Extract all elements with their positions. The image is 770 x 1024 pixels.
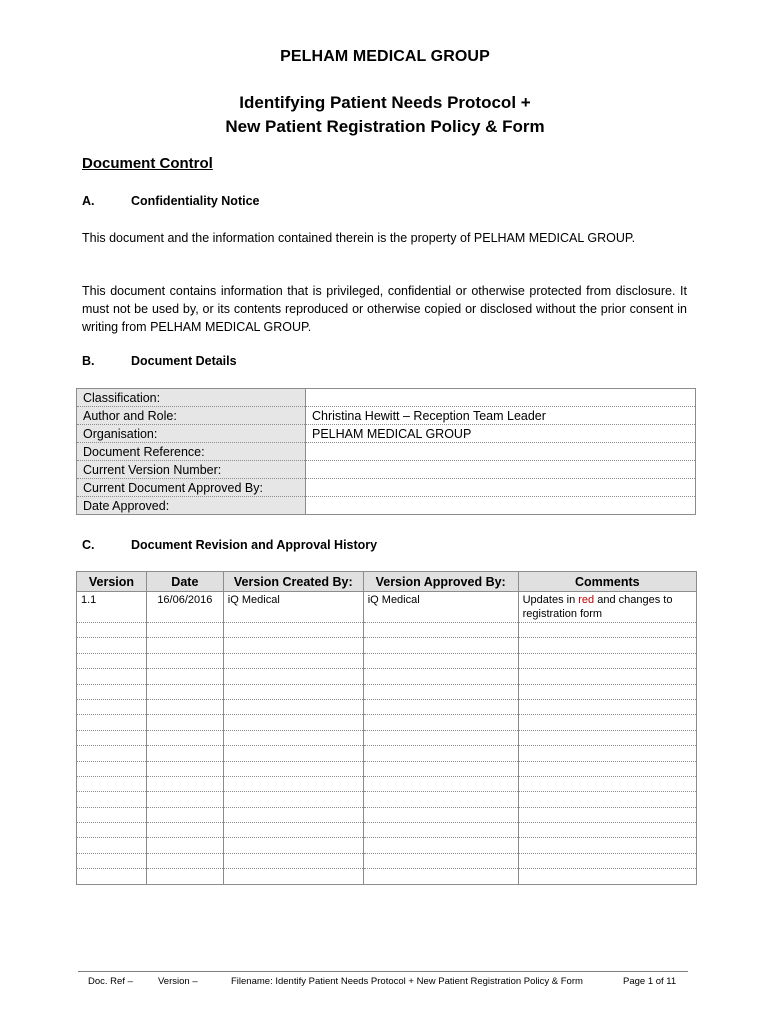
footer-doc-ref: Doc. Ref – <box>88 976 133 987</box>
empty-cell[interactable] <box>518 761 696 776</box>
detail-label: Document Reference: <box>77 443 306 461</box>
table-row <box>77 653 697 668</box>
empty-cell[interactable] <box>146 823 223 838</box>
footer-filename: Filename: Identify Patient Needs Protocol + New Patient Registration Policy & Form <box>231 976 583 987</box>
detail-label: Date Approved: <box>77 497 306 515</box>
section-c-title: Document Revision and Approval History <box>131 538 378 552</box>
comment-text-pre: Updates in <box>522 594 579 606</box>
empty-cell[interactable] <box>146 761 223 776</box>
section-b-heading <box>82 354 237 368</box>
empty-cell[interactable] <box>518 792 696 807</box>
table-row <box>77 479 696 497</box>
empty-cell[interactable] <box>518 669 696 684</box>
detail-value[interactable]: Christina Hewitt – Reception Team Leader <box>306 407 696 425</box>
table-row <box>77 730 697 745</box>
empty-cell[interactable] <box>77 823 147 838</box>
empty-cell[interactable] <box>518 623 696 638</box>
empty-cell[interactable] <box>77 776 147 791</box>
empty-cell[interactable] <box>223 715 363 730</box>
empty-cell[interactable] <box>518 699 696 714</box>
empty-cell[interactable] <box>146 715 223 730</box>
empty-cell[interactable] <box>146 684 223 699</box>
col-header-comments: Comments <box>518 572 696 592</box>
empty-cell[interactable] <box>223 638 363 653</box>
title-line-1: Identifying Patient Needs Protocol + <box>239 93 531 112</box>
footer-divider <box>78 971 688 972</box>
section-a-title: Confidentiality Notice <box>131 194 260 208</box>
empty-cell[interactable] <box>363 776 518 791</box>
cell-date: 16/06/2016 <box>146 592 223 623</box>
table-row <box>77 699 697 714</box>
empty-cell[interactable] <box>363 746 518 761</box>
empty-cell[interactable] <box>363 761 518 776</box>
table-row <box>77 497 696 515</box>
empty-cell[interactable] <box>77 715 147 730</box>
empty-cell[interactable] <box>363 699 518 714</box>
empty-cell[interactable] <box>363 838 518 853</box>
empty-cell[interactable] <box>146 807 223 822</box>
empty-cell[interactable] <box>77 623 147 638</box>
cell-created-by: iQ Medical <box>223 592 363 623</box>
empty-cell[interactable] <box>77 669 147 684</box>
table-row <box>77 623 697 638</box>
detail-label: Author and Role: <box>77 407 306 425</box>
empty-cell[interactable] <box>223 623 363 638</box>
empty-cell[interactable] <box>518 823 696 838</box>
empty-cell[interactable] <box>518 853 696 868</box>
table-row <box>77 425 696 443</box>
table-row <box>77 869 697 884</box>
empty-cell[interactable] <box>223 653 363 668</box>
empty-cell[interactable] <box>146 653 223 668</box>
empty-cell[interactable] <box>146 730 223 745</box>
empty-cell[interactable] <box>146 838 223 853</box>
revision-history-table <box>76 571 697 885</box>
cell-version: 1.1 <box>77 592 147 623</box>
empty-cell[interactable] <box>77 684 147 699</box>
empty-cell[interactable] <box>223 746 363 761</box>
section-c-heading <box>82 538 377 552</box>
table-row <box>77 715 697 730</box>
detail-value[interactable] <box>306 443 696 461</box>
empty-cell[interactable] <box>223 792 363 807</box>
col-header-version: Version <box>77 572 147 592</box>
detail-label: Current Document Approved By: <box>77 479 306 497</box>
empty-cell[interactable] <box>518 715 696 730</box>
empty-cell[interactable] <box>146 869 223 884</box>
empty-cell[interactable] <box>518 684 696 699</box>
empty-cell[interactable] <box>363 684 518 699</box>
empty-cell[interactable] <box>223 853 363 868</box>
empty-cell[interactable] <box>363 638 518 653</box>
detail-label: Classification: <box>77 389 306 407</box>
table-row <box>77 407 696 425</box>
empty-cell[interactable] <box>223 669 363 684</box>
empty-cell[interactable] <box>146 623 223 638</box>
document-title <box>0 91 770 139</box>
comment-text-red: red <box>578 594 595 606</box>
detail-label: Current Version Number: <box>77 461 306 479</box>
table-row <box>77 461 696 479</box>
cell-approved-by: iQ Medical <box>363 592 518 623</box>
empty-cell[interactable] <box>363 853 518 868</box>
confidentiality-paragraph-1: This document and the information contained therein is the property of PELHAM MEDICAL GROUP. <box>82 231 636 245</box>
comment-text-post: and changes to registration form <box>522 594 673 620</box>
empty-cell[interactable] <box>77 746 147 761</box>
detail-value[interactable]: PELHAM MEDICAL GROUP <box>306 425 696 443</box>
empty-cell[interactable] <box>363 623 518 638</box>
section-c-letter: C. <box>82 538 95 552</box>
table-row <box>77 823 697 838</box>
empty-cell[interactable] <box>223 761 363 776</box>
empty-cell[interactable] <box>518 746 696 761</box>
empty-cell[interactable] <box>518 776 696 791</box>
section-a-heading <box>82 194 259 208</box>
section-b-title: Document Details <box>131 354 237 368</box>
table-row <box>77 443 696 461</box>
table-row <box>77 389 696 407</box>
empty-cell[interactable] <box>223 776 363 791</box>
empty-cell[interactable] <box>77 761 147 776</box>
confidentiality-paragraph-2: This document contains information that is privileged, confidential or otherwise protected from disclosure. It must not be used by, or its contents reproduced or otherwise copied or disclosed without the prior consent in writing from PELHAM MEDICAL GROUP. <box>82 284 687 334</box>
detail-value[interactable] <box>306 461 696 479</box>
empty-cell[interactable] <box>223 730 363 745</box>
section-b-letter: B. <box>82 354 95 368</box>
table-row <box>77 807 697 822</box>
col-header-approved-by: Version Approved By: <box>363 572 518 592</box>
empty-cell[interactable] <box>363 823 518 838</box>
title-line-2: New Patient Registration Policy & Form <box>225 117 545 136</box>
empty-cell[interactable] <box>77 699 147 714</box>
empty-cell[interactable] <box>518 730 696 745</box>
empty-cell[interactable] <box>223 838 363 853</box>
detail-value[interactable] <box>306 389 696 407</box>
table-row <box>77 853 697 868</box>
table-row <box>77 761 697 776</box>
empty-cell[interactable] <box>146 853 223 868</box>
empty-cell[interactable] <box>518 653 696 668</box>
table-row <box>77 669 697 684</box>
empty-cell[interactable] <box>223 684 363 699</box>
empty-cell[interactable] <box>363 653 518 668</box>
empty-cell[interactable] <box>518 807 696 822</box>
table-row <box>77 792 697 807</box>
empty-cell[interactable] <box>77 807 147 822</box>
page-footer <box>88 976 676 987</box>
detail-value[interactable] <box>306 497 696 515</box>
col-header-date: Date <box>146 572 223 592</box>
table-row <box>77 684 697 699</box>
empty-cell[interactable] <box>518 838 696 853</box>
empty-cell[interactable] <box>363 669 518 684</box>
empty-cell[interactable] <box>77 838 147 853</box>
empty-cell[interactable] <box>77 853 147 868</box>
empty-cell[interactable] <box>146 699 223 714</box>
empty-cell[interactable] <box>223 807 363 822</box>
empty-cell[interactable] <box>146 792 223 807</box>
empty-cell[interactable] <box>363 869 518 884</box>
empty-cell[interactable] <box>146 638 223 653</box>
detail-value[interactable] <box>306 479 696 497</box>
empty-cell[interactable] <box>146 669 223 684</box>
organisation-name: PELHAM MEDICAL GROUP <box>280 48 490 65</box>
empty-cell[interactable] <box>363 807 518 822</box>
table-row <box>77 776 697 791</box>
empty-cell[interactable] <box>146 776 223 791</box>
empty-cell[interactable] <box>223 699 363 714</box>
table-row <box>77 592 697 623</box>
footer-version: Version – <box>158 976 198 987</box>
empty-cell[interactable] <box>77 730 147 745</box>
table-row <box>77 746 697 761</box>
empty-cell[interactable] <box>77 638 147 653</box>
detail-label: Organisation: <box>77 425 306 443</box>
empty-cell[interactable] <box>363 792 518 807</box>
section-a-letter: A. <box>82 194 95 208</box>
table-row <box>77 638 697 653</box>
empty-cell[interactable] <box>223 869 363 884</box>
footer-page-number: Page 1 of 11 <box>623 976 677 987</box>
document-control-heading: Document Control <box>82 155 213 172</box>
empty-cell[interactable] <box>77 869 147 884</box>
empty-cell[interactable] <box>363 730 518 745</box>
empty-cell[interactable] <box>223 823 363 838</box>
empty-cell[interactable] <box>77 653 147 668</box>
empty-cell[interactable] <box>77 792 147 807</box>
empty-cell[interactable] <box>518 638 696 653</box>
table-row <box>77 838 697 853</box>
revision-header-row <box>77 572 697 592</box>
col-header-created-by: Version Created By: <box>223 572 363 592</box>
empty-cell[interactable] <box>363 715 518 730</box>
document-details-table <box>76 388 696 515</box>
cell-comments <box>518 592 696 623</box>
empty-cell[interactable] <box>518 869 696 884</box>
empty-cell[interactable] <box>146 746 223 761</box>
